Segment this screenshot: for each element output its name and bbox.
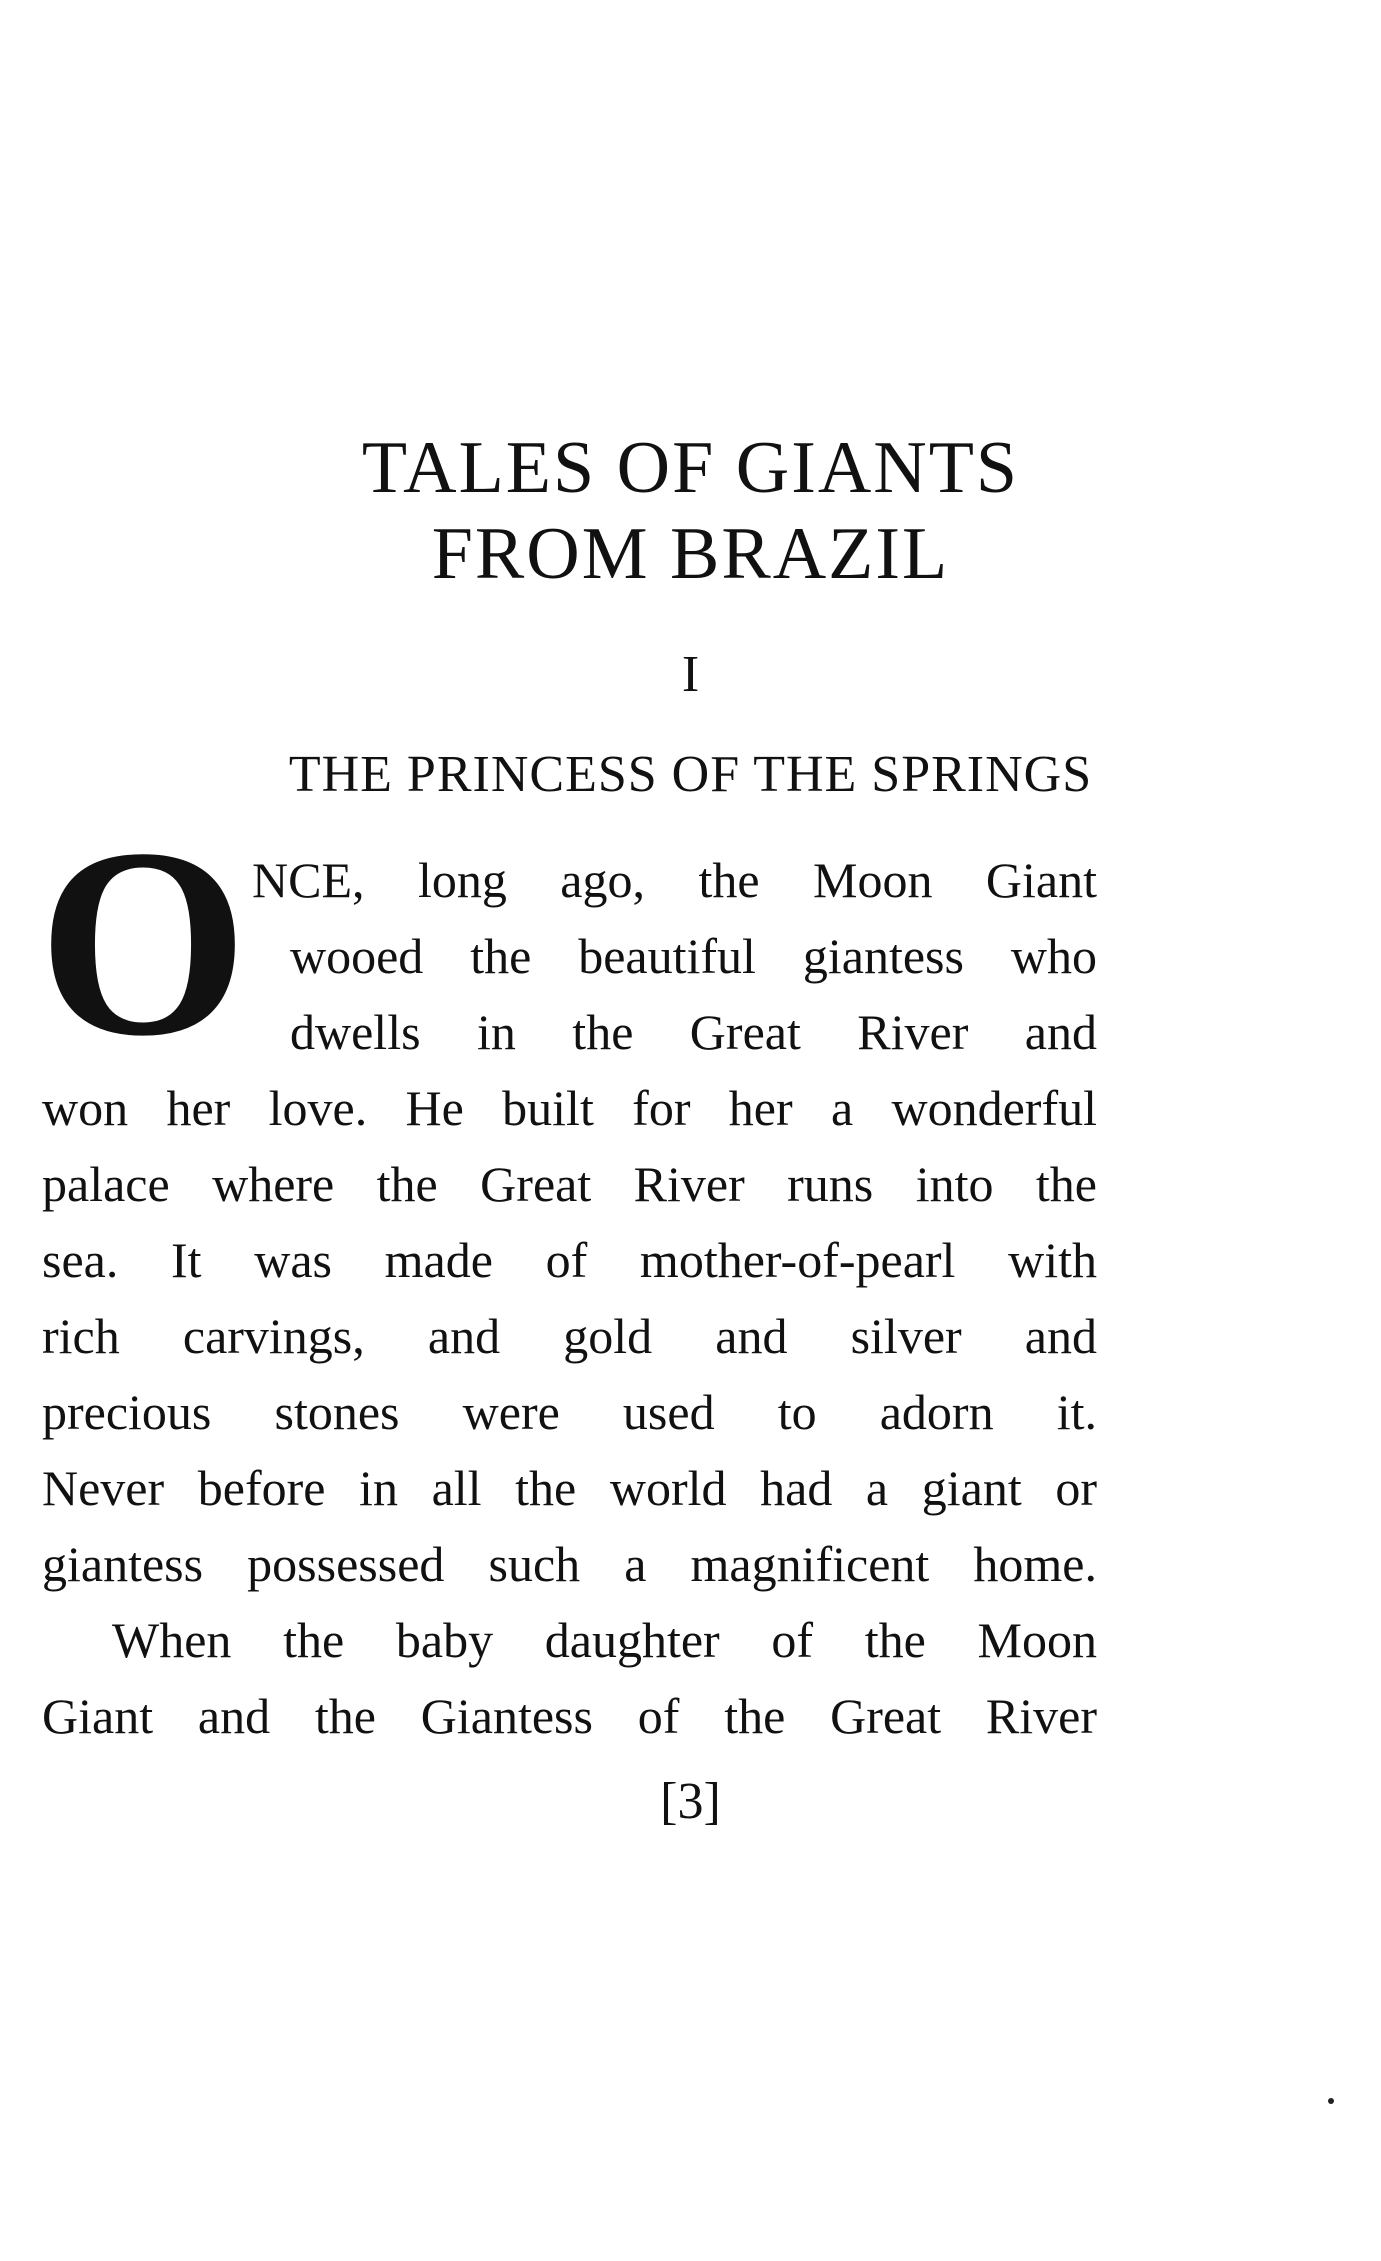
page-number: [3] (660, 1773, 721, 1830)
text-line: Never before in all the world had a giant or (42, 1460, 1097, 1516)
ink-speck (1328, 2098, 1334, 2104)
text-line: giantess possessed such a magnificent home. (42, 1536, 1097, 1592)
text-line: precious stones were used to adorn it. (42, 1384, 1097, 1440)
text-line: rich carvings, and gold and silver and (42, 1308, 1097, 1364)
text-line: When the baby daughter of the Moon (112, 1612, 1097, 1668)
chapter-title: THE PRINCESS OF THE SPRINGS (288, 746, 1093, 803)
text-line: palace where the Great River runs into the (42, 1156, 1097, 1212)
drop-cap-letter: O (38, 830, 248, 1056)
text-line: wooed the beautiful giantess who (290, 928, 1097, 984)
text-line: sea. It was made of mother-of-pearl with (42, 1232, 1097, 1288)
text-line: won her love. He built for her a wonderful (42, 1080, 1097, 1136)
book-title-line-1: TALES OF GIANTS (361, 427, 1020, 509)
chapter-number: I (681, 646, 700, 703)
book-title-line-2: FROM BRAZIL (431, 513, 950, 595)
book-title (0, 425, 1381, 597)
text-line: Giant and the Giantess of the Great River (42, 1688, 1097, 1744)
text-line: dwells in the Great River and (290, 1004, 1097, 1060)
text-line: NCE, long ago, the Moon Giant (252, 852, 1097, 908)
